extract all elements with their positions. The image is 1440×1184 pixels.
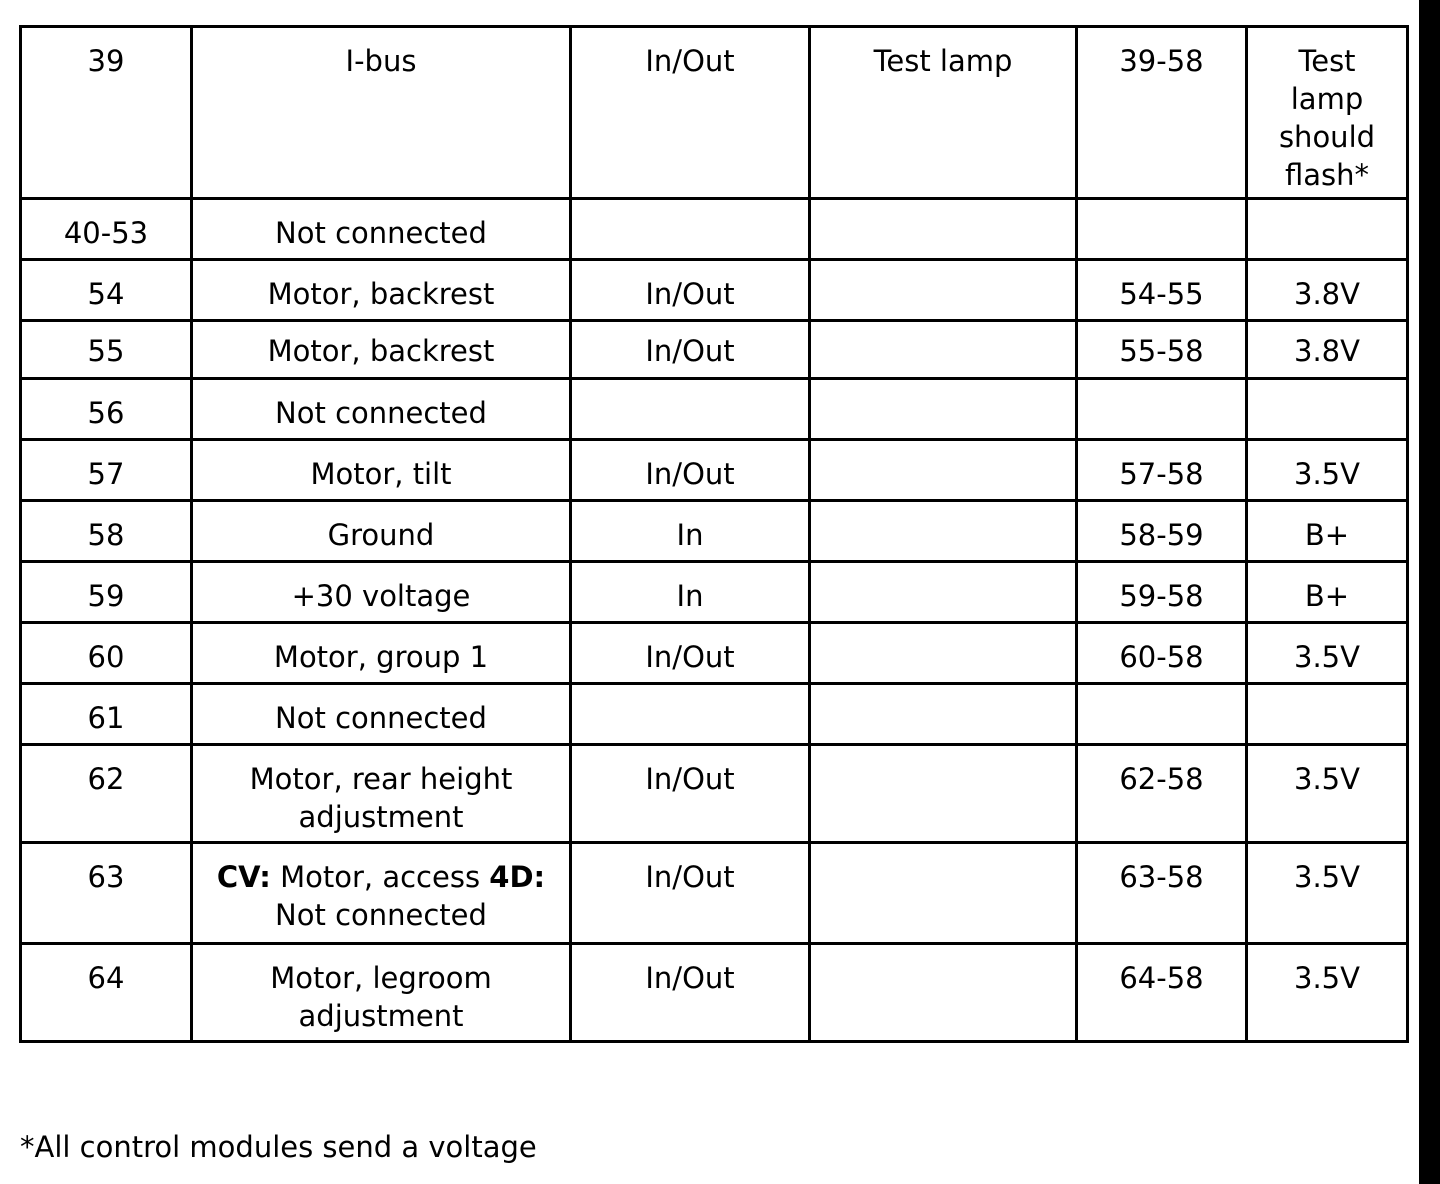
measure-cell	[1077, 379, 1247, 440]
value-cell: 3.5V	[1247, 944, 1408, 1042]
direction-cell: In	[571, 562, 810, 623]
function-cell: Motor, backrest	[192, 321, 571, 379]
function-cell: Motor, backrest	[192, 260, 571, 321]
pin-cell: 62	[21, 745, 192, 843]
pin-cell: 54	[21, 260, 192, 321]
value-cell: 3.5V	[1247, 440, 1408, 501]
equipment-cell: Test lamp	[810, 27, 1077, 199]
4d-text: Not connected	[275, 898, 487, 932]
equipment-cell	[810, 745, 1077, 843]
4d-label: 4D:	[489, 860, 546, 894]
function-cell: Motor, tilt	[192, 440, 571, 501]
measure-cell: 55-58	[1077, 321, 1247, 379]
table-row	[21, 562, 1408, 623]
direction-cell: In/Out	[571, 321, 810, 379]
pin-cell: 60	[21, 623, 192, 684]
table-row	[21, 843, 1408, 944]
direction-cell: In/Out	[571, 260, 810, 321]
cv-label: CV:	[216, 860, 271, 894]
pin-cell: 64	[21, 944, 192, 1042]
equipment-cell	[810, 440, 1077, 501]
right-edge-bar	[1419, 0, 1440, 1184]
function-cell: Not connected	[192, 379, 571, 440]
value-cell: 3.5V	[1247, 623, 1408, 684]
direction-cell: In/Out	[571, 27, 810, 199]
measure-cell: 59-58	[1077, 562, 1247, 623]
measure-cell: 54-55	[1077, 260, 1247, 321]
value-cell: 3.8V	[1247, 260, 1408, 321]
direction-cell: In/Out	[571, 623, 810, 684]
function-cell	[192, 843, 571, 944]
equipment-cell	[810, 623, 1077, 684]
direction-cell	[571, 379, 810, 440]
measure-cell	[1077, 199, 1247, 260]
direction-cell: In/Out	[571, 944, 810, 1042]
pin-cell: 55	[21, 321, 192, 379]
pin-cell: 63	[21, 843, 192, 944]
pin-cell: 39	[21, 27, 192, 199]
direction-cell: In/Out	[571, 745, 810, 843]
measure-cell: 62-58	[1077, 745, 1247, 843]
table-row	[21, 321, 1408, 379]
table-row	[21, 944, 1408, 1042]
pin-table	[19, 25, 1409, 1043]
equipment-cell	[810, 684, 1077, 745]
direction-cell: In/Out	[571, 843, 810, 944]
value-cell	[1247, 379, 1408, 440]
function-cell: I-bus	[192, 27, 571, 199]
equipment-cell	[810, 199, 1077, 260]
value-cell	[1247, 684, 1408, 745]
function-cell: Not connected	[192, 684, 571, 745]
direction-cell	[571, 199, 810, 260]
table-row	[21, 501, 1408, 562]
measure-cell: 58-59	[1077, 501, 1247, 562]
pin-cell: 40-53	[21, 199, 192, 260]
equipment-cell	[810, 379, 1077, 440]
function-cell: +30 voltage	[192, 562, 571, 623]
value-cell: 3.5V	[1247, 843, 1408, 944]
equipment-cell	[810, 321, 1077, 379]
table-row	[21, 745, 1408, 843]
direction-cell: In/Out	[571, 440, 810, 501]
pin-cell: 61	[21, 684, 192, 745]
cv-text: Motor, access	[270, 860, 490, 894]
table-row	[21, 27, 1408, 199]
value-cell: B+	[1247, 562, 1408, 623]
equipment-cell	[810, 562, 1077, 623]
function-cell: Motor, group 1	[192, 623, 571, 684]
equipment-cell	[810, 501, 1077, 562]
measure-cell: 64-58	[1077, 944, 1247, 1042]
measure-cell: 39-58	[1077, 27, 1247, 199]
equipment-cell	[810, 944, 1077, 1042]
value-cell: 3.8V	[1247, 321, 1408, 379]
value-cell: 3.5V	[1247, 745, 1408, 843]
measure-cell: 63-58	[1077, 843, 1247, 944]
equipment-cell	[810, 843, 1077, 944]
function-cell: Motor, rear height adjustment	[192, 745, 571, 843]
value-cell: Test lamp should flash*	[1247, 27, 1408, 199]
pin-cell: 57	[21, 440, 192, 501]
direction-cell	[571, 684, 810, 745]
value-cell	[1247, 199, 1408, 260]
measure-cell: 60-58	[1077, 623, 1247, 684]
function-cell: Motor, legroom adjustment	[192, 944, 571, 1042]
function-cell: Not connected	[192, 199, 571, 260]
table-row	[21, 379, 1408, 440]
equipment-cell	[810, 260, 1077, 321]
table-row	[21, 199, 1408, 260]
table-row	[21, 684, 1408, 745]
measure-cell: 57-58	[1077, 440, 1247, 501]
table-row	[21, 440, 1408, 501]
pin-cell: 59	[21, 562, 192, 623]
measure-cell	[1077, 684, 1247, 745]
table-row	[21, 623, 1408, 684]
table-row	[21, 260, 1408, 321]
value-cell: B+	[1247, 501, 1408, 562]
footnote: *All control modules send a voltage	[20, 1130, 537, 1164]
function-cell: Ground	[192, 501, 571, 562]
pin-cell: 56	[21, 379, 192, 440]
direction-cell: In	[571, 501, 810, 562]
pin-cell: 58	[21, 501, 192, 562]
